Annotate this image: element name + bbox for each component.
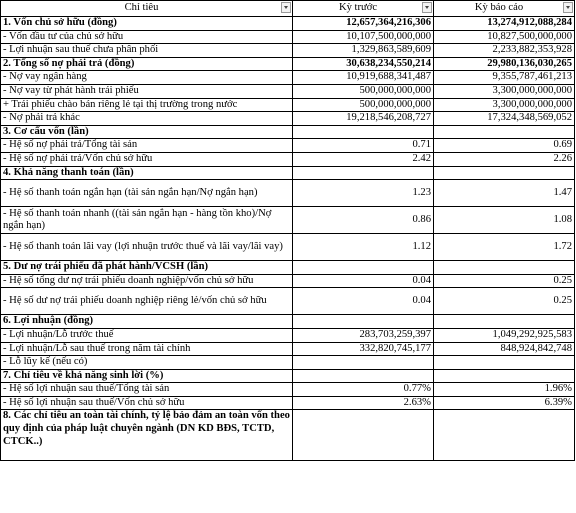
table-row <box>1 112 575 126</box>
row-label: - Hệ số lợi nhuận sau thuế/Tổng tài sản <box>1 383 293 397</box>
current-period-value: 848,924,842,748 <box>434 342 575 356</box>
prev-period-value: 19,218,546,208,727 <box>293 112 434 126</box>
current-period-value: 29,980,136,030,265 <box>434 57 575 71</box>
row-label: - Lợi nhuận/Lỗ sau thuế trong năm tài chính <box>1 342 293 356</box>
header-cell-curr <box>434 1 575 17</box>
prev-period-value: 500,000,000,000 <box>293 98 434 112</box>
prev-period-value: 0.77% <box>293 383 434 397</box>
current-period-value: 1.96% <box>434 383 575 397</box>
row-label: 7. Chỉ tiêu về khả năng sinh lời (%) <box>1 369 293 383</box>
current-period-value: 2.26 <box>434 152 575 166</box>
prev-period-value <box>293 410 434 461</box>
row-label: - Hệ số nợ phải trả/Vốn chủ sở hữu <box>1 152 293 166</box>
filter-dropdown-icon[interactable] <box>422 2 432 13</box>
prev-period-value: 1.23 <box>293 180 434 207</box>
current-period-value: 1.47 <box>434 180 575 207</box>
prev-period-value: 10,919,688,341,487 <box>293 71 434 85</box>
prev-period-value: 1,329,863,589,609 <box>293 44 434 58</box>
prev-period-value: 0.04 <box>293 288 434 315</box>
row-label: 1. Vốn chủ sở hữu (đồng) <box>1 17 293 31</box>
header-cell-label <box>1 1 293 17</box>
table-row <box>1 98 575 112</box>
table-row <box>1 207 575 234</box>
prev-period-value: 332,820,745,177 <box>293 342 434 356</box>
row-label: 4. Khả năng thanh toán (lần) <box>1 166 293 180</box>
current-period-value: 10,827,500,000,000 <box>434 30 575 44</box>
prev-period-value: 0.04 <box>293 274 434 288</box>
current-period-value: 1.08 <box>434 207 575 234</box>
table-row <box>1 152 575 166</box>
current-period-value: 17,324,348,569,052 <box>434 112 575 126</box>
prev-period-value: 1.12 <box>293 234 434 261</box>
row-label: + Trái phiếu chào bán riêng lẻ tại thị trường trong nước <box>1 98 293 112</box>
row-label: - Hệ số thanh toán ngắn hạn (tài sản ngắn hạn/Nợ ngắn hạn) <box>1 180 293 207</box>
row-label: - Hệ số nợ phải trả/Tổng tài sản <box>1 139 293 153</box>
prev-period-value: 10,107,500,000,000 <box>293 30 434 44</box>
row-label: 2. Tổng số nợ phải trả (đồng) <box>1 57 293 71</box>
table-row <box>1 180 575 207</box>
header-cell-prev <box>293 1 434 17</box>
current-period-value <box>434 369 575 383</box>
table-row <box>1 342 575 356</box>
current-period-value: 0.25 <box>434 288 575 315</box>
current-period-value: 2,233,882,353,928 <box>434 44 575 58</box>
header-row <box>1 1 575 17</box>
row-label: - Nợ vay từ phát hành trái phiếu <box>1 84 293 98</box>
section-row <box>1 17 575 31</box>
row-label: - Hệ số lợi nhuận sau thuế/Vốn chủ sở hữu <box>1 396 293 410</box>
current-period-value: 1,049,292,925,583 <box>434 328 575 342</box>
row-label: 8. Các chỉ tiêu an toàn tài chính, tỷ lệ bảo đảm an toàn vốn theo quy định của pháp luật chuyên ngành (DN KD BĐS, TCTD, CTCK..) <box>1 410 293 461</box>
table-row <box>1 234 575 261</box>
current-period-value: 6.39% <box>434 396 575 410</box>
section-row <box>1 125 575 139</box>
prev-period-value <box>293 125 434 139</box>
table-row <box>1 288 575 315</box>
section-row <box>1 261 575 275</box>
section-row <box>1 166 575 180</box>
prev-period-value: 2.63% <box>293 396 434 410</box>
current-period-value: 3,300,000,000,000 <box>434 98 575 112</box>
current-period-value: 3,300,000,000,000 <box>434 84 575 98</box>
row-label: - Hệ số thanh toán nhanh ((tài sản ngắn hạn - hàng tồn kho)/Nợ ngắn hạn) <box>1 207 293 234</box>
row-label: - Lỗ lũy kế (nếu có) <box>1 356 293 370</box>
current-period-value: 9,355,787,461,213 <box>434 71 575 85</box>
prev-period-value: 0.86 <box>293 207 434 234</box>
prev-period-value: 12,657,364,216,306 <box>293 17 434 31</box>
table-row <box>1 84 575 98</box>
header-label: Kỳ trước <box>338 2 378 14</box>
table-row <box>1 30 575 44</box>
row-label: - Hệ số thanh toán lãi vay (lợi nhuận trước thuế và lãi vay/lãi vay) <box>1 234 293 261</box>
prev-period-value <box>293 315 434 329</box>
row-label: 6. Lợi nhuận (đồng) <box>1 315 293 329</box>
prev-period-value <box>293 166 434 180</box>
section-row <box>1 57 575 71</box>
current-period-value <box>434 125 575 139</box>
filter-dropdown-icon[interactable] <box>281 2 291 13</box>
row-label: - Vốn đầu tư của chủ sở hữu <box>1 30 293 44</box>
prev-period-value: 500,000,000,000 <box>293 84 434 98</box>
current-period-value: 0.25 <box>434 274 575 288</box>
current-period-value <box>434 356 575 370</box>
prev-period-value <box>293 369 434 383</box>
prev-period-value: 30,638,234,550,214 <box>293 57 434 71</box>
current-period-value <box>434 410 575 461</box>
table-row <box>1 383 575 397</box>
table-row <box>1 44 575 58</box>
row-label: - Lợi nhuận sau thuế chưa phân phối <box>1 44 293 58</box>
prev-period-value: 283,703,259,397 <box>293 328 434 342</box>
row-label: - Hệ số tổng dư nợ trái phiếu doanh nghiệp/vốn chủ sở hữu <box>1 274 293 288</box>
table-row <box>1 396 575 410</box>
prev-period-value: 2.42 <box>293 152 434 166</box>
table-body <box>1 17 575 461</box>
table-row <box>1 139 575 153</box>
row-label: 3. Cơ cấu vốn (lần) <box>1 125 293 139</box>
section-row <box>1 369 575 383</box>
current-period-value: 0.69 <box>434 139 575 153</box>
header-label: Chỉ tiêu <box>124 2 159 14</box>
table-row <box>1 328 575 342</box>
row-label: - Hệ số dư nợ trái phiếu doanh nghiệp riêng lẻ/vốn chủ sở hữu <box>1 288 293 315</box>
prev-period-value <box>293 261 434 275</box>
current-period-value: 1.72 <box>434 234 575 261</box>
row-label: - Nợ vay ngân hàng <box>1 71 293 85</box>
current-period-value <box>434 261 575 275</box>
prev-period-value: 0.71 <box>293 139 434 153</box>
filter-dropdown-icon[interactable] <box>563 2 573 13</box>
section-row <box>1 315 575 329</box>
row-label: - Nợ phải trả khác <box>1 112 293 126</box>
current-period-value <box>434 315 575 329</box>
row-label: - Lợi nhuận/Lỗ trước thuế <box>1 328 293 342</box>
table-row <box>1 356 575 370</box>
prev-period-value <box>293 356 434 370</box>
current-period-value <box>434 166 575 180</box>
section-row <box>1 410 575 461</box>
table-row <box>1 274 575 288</box>
current-period-value: 13,274,912,088,284 <box>434 17 575 31</box>
header-label: Kỳ báo cáo <box>474 2 524 14</box>
table-row <box>1 71 575 85</box>
row-label: 5. Dư nợ trái phiếu đã phát hành/VCSH (lần) <box>1 261 293 275</box>
